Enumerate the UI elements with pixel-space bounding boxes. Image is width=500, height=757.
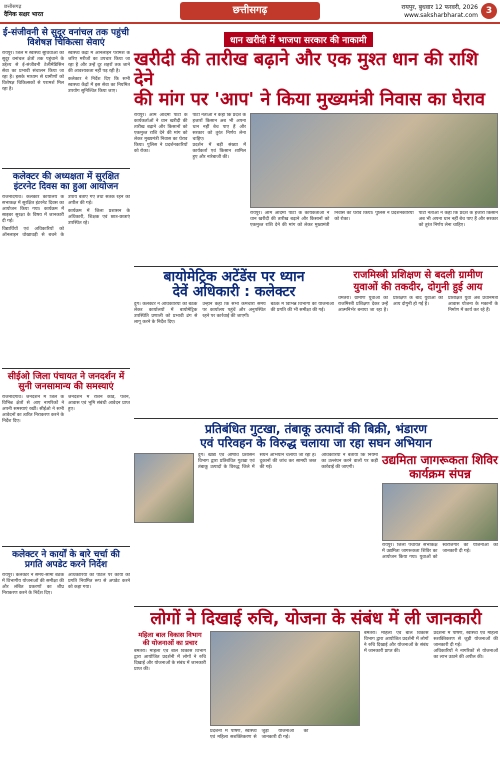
bottom-sidebar-body bbox=[134, 649, 206, 757]
camp-headline-line1: उद्यमिता जागरूकता शिविर bbox=[382, 453, 498, 467]
divider bbox=[134, 606, 498, 607]
divider bbox=[2, 546, 130, 547]
lead-kicker: धान खरीदी में भाजपा सरकार की नाकामी bbox=[224, 32, 373, 47]
paragraph: दुर्ग। कलेक्टर ने अधिकारियों की बैठक लेकर कार्यालयों में बायोमेट्रिक उपस्थिति प्रणाली को प्रभावी ढंग से लागू करने के निर्देश दिए। bbox=[134, 302, 198, 325]
divider bbox=[2, 368, 130, 369]
brand-subtitle: छत्तीसगढ़ bbox=[4, 4, 22, 10]
brand bbox=[4, 3, 43, 19]
story1-body bbox=[2, 51, 130, 165]
mason-story bbox=[338, 270, 498, 414]
paragraph: उन्होंने कहा कि सभी कर्मचारी समय पर कार्यालय पहुंचें और अनुपस्थित रहने पर कार्रवाई की जाएगी। bbox=[202, 302, 266, 319]
main-area bbox=[134, 28, 498, 757]
story3-body bbox=[2, 395, 130, 543]
paragraph: कलेक्टर ने निर्देश दिए कि सभी स्वास्थ्य केंद्रों में इस सेवा का नियमित उपयोग सुनिश्चित किया जाए। bbox=[68, 77, 130, 94]
tobacco-headline-line1: प्रतिबंधित गुटखा, तंबाकू उत्पादों की बिक्री, भंडारण bbox=[205, 422, 427, 436]
bottom-headline: लोगों ने दिखाई रुचि, योजना के संबंध में ली जानकारी bbox=[150, 609, 482, 629]
paragraph: राजनांदगांव। जनदर्शन में जिले के विभिन्न क्षेत्रों से आए नागरिकों ने अपनी समस्याएं रखीं। सीईओ ने सभी आवेदनों का त्वरित निराकरण करने के निर्देश दिए। bbox=[2, 395, 64, 424]
biometric-headline-line1: बायोमेट्रिक अटेंडेंस पर ध्यान bbox=[163, 269, 305, 285]
left-column bbox=[2, 28, 130, 754]
tobacco-body bbox=[198, 453, 378, 603]
mason-headline-line1: राजमिस्त्री प्रशिक्षण से बदली ग्रामीण bbox=[353, 270, 483, 281]
paragraph: जनदर्शन में राशन कार्ड, पेंशन, आवास एवं भूमि संबंधी आवेदन प्राप्त हुए। bbox=[68, 395, 130, 412]
bottom-photo bbox=[210, 631, 360, 726]
story4-headline: कलेक्टर ने कार्यों के बारे चर्चा की प्रगति अपडेट करने निर्देश bbox=[12, 550, 120, 570]
paragraph: अधिकारियों ने बताया कि नियमों का उल्लंघन करने वालों पर कड़ी कार्रवाई की जाएगी। bbox=[321, 453, 378, 470]
divider bbox=[134, 418, 498, 419]
divider bbox=[2, 168, 130, 169]
paragraph: रायपुर। जिला पंचायत सभाकक्ष में उद्यमिता जागरूकता शिविर का आयोजन किया गया। युवाओं को स्वरोजगार की योजनाओं की जानकारी दी गई। bbox=[382, 543, 498, 560]
brand-title: दैनिक सक्षर भारत bbox=[4, 11, 44, 18]
lead-body bbox=[134, 113, 246, 263]
paragraph: रायपुर। कलेक्टर ने समय-सीमा बैठक में विभागीय योजनाओं की समीक्षा की और लंबित प्रकरणों का शीघ्र निराकरण करने के निर्देश दिए। bbox=[2, 573, 64, 596]
lead-headline-line1: खरीदी की तारीख बढ़ाने और एक मुश्त धान की राशि देने bbox=[134, 49, 478, 90]
paragraph: प्रदर्शनी में पोषण, स्वास्थ्य एवं महिला सशक्तिकरण से जुड़ी योजनाओं की जानकारी दी गई। bbox=[433, 631, 498, 648]
paragraph: प्रदर्शनी में पोषण, स्वास्थ्य एवं महिला सशक्तिकरण से जुड़ी योजनाओं की जानकारी दी गई। bbox=[210, 729, 309, 740]
paragraph: रायपुर। जिले में स्वास्थ्य सुविधाओं को सुदूर वनांचल क्षेत्रों तक पहुंचाने के उद्देश्य से ई-संजीवनी टेलीमेडिसिन सेवा का प्रभावी संचालन किया जा रहा है। इसके माध्यम से ग्रामीणों को विशेषज्ञ चिकित्सकों से परामर्श मिल रहा है। bbox=[2, 51, 64, 92]
biometric-story bbox=[134, 270, 334, 415]
story3-headline: सीईओ जिला पंचायत ने जनदर्शन में सुनी जनसामान्य की समस्याएं bbox=[7, 372, 125, 392]
paragraph: धमतरी। ग्रामीण युवाओं को राजमिस्त्री प्रशिक्षण देकर उन्हें आत्मनिर्भर बनाया जा रहा है। प्रशिक्षण के बाद युवाओं की आय दोगुनी हो गई है। bbox=[338, 296, 443, 313]
story4-body bbox=[2, 573, 130, 733]
divider bbox=[134, 266, 498, 267]
mason-headline-line2: युवाओं की तकदीर, दोगुनी हुई आय bbox=[353, 282, 483, 293]
paragraph: दुर्ग। खाद्य एवं औषधि प्रशासन विभाग द्वारा प्रतिबंधित गुटखा एवं तंबाकू उत्पादों के विरुद्ध जिले में सघन अभियान चलाया जा रहा है। दुकानों की जांच कर सामग्री जब्त की गई। bbox=[198, 453, 317, 470]
tobacco-photo bbox=[134, 453, 194, 523]
biometric-body bbox=[134, 302, 334, 415]
masthead bbox=[0, 0, 500, 24]
lead-headline-line2: की मांग पर 'आप' ने किया मुख्यमंत्री निवास का घेराव bbox=[134, 89, 485, 110]
paragraph: प्रदर्शन में बड़ी संख्या में कार्यकर्ता एवं किसान शामिल हुए और नारेबाजी की। bbox=[192, 143, 246, 160]
paragraph: बेमेतरा। महिला एवं बाल विकास विभाग द्वारा आयोजित प्रदर्शनी में लोगों ने रुचि दिखाई और योजनाओं के संबंध में जानकारी प्राप्त की। bbox=[364, 631, 429, 654]
paragraph: रायपुर। आम आदमी पार्टी के कार्यकर्ताओं ने धान खरीदी की तारीख बढ़ाने और किसानों को एकमुश्त राशि देने की मांग को लेकर मुख्यमंत्री निवास का घेराव किया। पुलिस ने प्रदर्शनकारियों को रोका। bbox=[250, 211, 414, 228]
issue-date: रायपुर, बुधवार 12 फरवरी, 2026 bbox=[401, 4, 478, 11]
paragraph: विद्यार्थियों एवं अधिकारियों को ऑनलाइन धोखाधड़ी से बचने के उपाय बताए गए तथा सतर्क रहने की अपील की गई। bbox=[2, 195, 130, 238]
camp-story bbox=[382, 453, 498, 593]
paragraph: बेमेतरा। महिला एवं बाल विकास विभाग द्वारा आयोजित प्रदर्शनी में लोगों ने रुचि दिखाई और योजनाओं के संबंध में जानकारी प्राप्त की। bbox=[134, 649, 206, 672]
paragraph: राजनांदगांव। कलेक्टर कार्यालय के सभाकक्ष में सुरक्षित इंटरनेट दिवस का आयोजन किया गया। कार्यक्रम में साइबर सुरक्षा के विषय में जानकारी दी गई। bbox=[2, 195, 64, 224]
paragraph: अधिकारियों को पोर्टल पर कार्यों की प्रगति नियमित रूप से अपडेट करने को कहा गया। bbox=[68, 573, 130, 590]
lead-photo bbox=[250, 113, 498, 208]
dateline bbox=[401, 4, 478, 20]
camp-body bbox=[382, 543, 498, 593]
bottom-kicker: महिला बाल विकास विभाग की योजनाओं का प्रचार bbox=[138, 631, 202, 647]
bottom-body-right bbox=[364, 631, 498, 757]
paragraph: अधिकारियों ने नागरिकों से योजनाओं का लाभ उठाने की अपील की। bbox=[433, 649, 498, 660]
website: www.saksharbharat.com bbox=[404, 12, 478, 19]
paragraph: पार्टी नेताओं ने कहा कि प्रदेश के हजारों किसान अब भी अपना धान नहीं बेच पाए हैं और सरकार को तुरंत निर्णय लेना चाहिए। bbox=[418, 211, 498, 228]
paragraph: रायपुर। आम आदमी पार्टी के कार्यकर्ताओं ने धान खरीदी की तारीख बढ़ाने और किसानों को एकमुश्त राशि देने की मांग को लेकर मुख्यमंत्री निवास का घेराव किया। पुलिस ने प्रदर्शनकारियों को रोका। bbox=[134, 113, 188, 154]
bottom-body-lower bbox=[210, 729, 360, 757]
paragraph: पार्टी नेताओं ने कहा कि प्रदेश के हजारों किसान अब भी अपना धान नहीं बेच पाए हैं और सरकार को तुरंत निर्णय लेना चाहिए। bbox=[192, 113, 246, 142]
paragraph: स्वास्थ्य केंद्रों में ऑनलाइन परामर्श के जरिए मरीजों का उपचार किया जा रहा है और उन्हें दूर शहरों तक जाने की आवश्यकता नहीं पड़ रही है। bbox=[68, 51, 130, 74]
story1-headline: ई-संजीवनी से सुदूर वनांचल तक पहुंची विशेषज्ञ चिकित्सा सेवाएं bbox=[3, 28, 129, 48]
mason-body bbox=[338, 296, 498, 414]
camp-photo bbox=[382, 483, 498, 541]
story2-body bbox=[2, 195, 130, 365]
camp-headline-line2: कार्यक्रम संपन्न bbox=[409, 467, 471, 481]
biometric-headline-line2: देवें अधिकारी : कलेक्टर bbox=[172, 284, 296, 300]
section-label: छत्तीसगढ़ bbox=[180, 2, 320, 20]
paragraph: बैठक में विभिन्न विभागों की योजनाओं की प्रगति की भी समीक्षा की गई। bbox=[270, 302, 334, 313]
paragraph: प्रशिक्षित युवा अब प्रधानमंत्री आवास योजना के मकानों के निर्माण में कार्य कर रहे हैं। bbox=[448, 296, 498, 313]
bottom-sidebar bbox=[134, 631, 206, 757]
story2-headline: कलेक्टर की अध्यक्षता में सुरक्षित इंटरनेट दिवस का हुआ आयोजन bbox=[12, 172, 120, 192]
page-number: 3 bbox=[481, 3, 497, 19]
tobacco-headline-line2: एवं परिवहन के विरुद्ध चलाया जा रहा सघन अभियान bbox=[200, 436, 432, 450]
paragraph: कार्यक्रम में जिला प्रशासन के अधिकारी, शिक्षक एवं छात्र-छात्राएं उपस्थित रहे। bbox=[68, 209, 130, 226]
lead-body-continued bbox=[250, 211, 498, 263]
